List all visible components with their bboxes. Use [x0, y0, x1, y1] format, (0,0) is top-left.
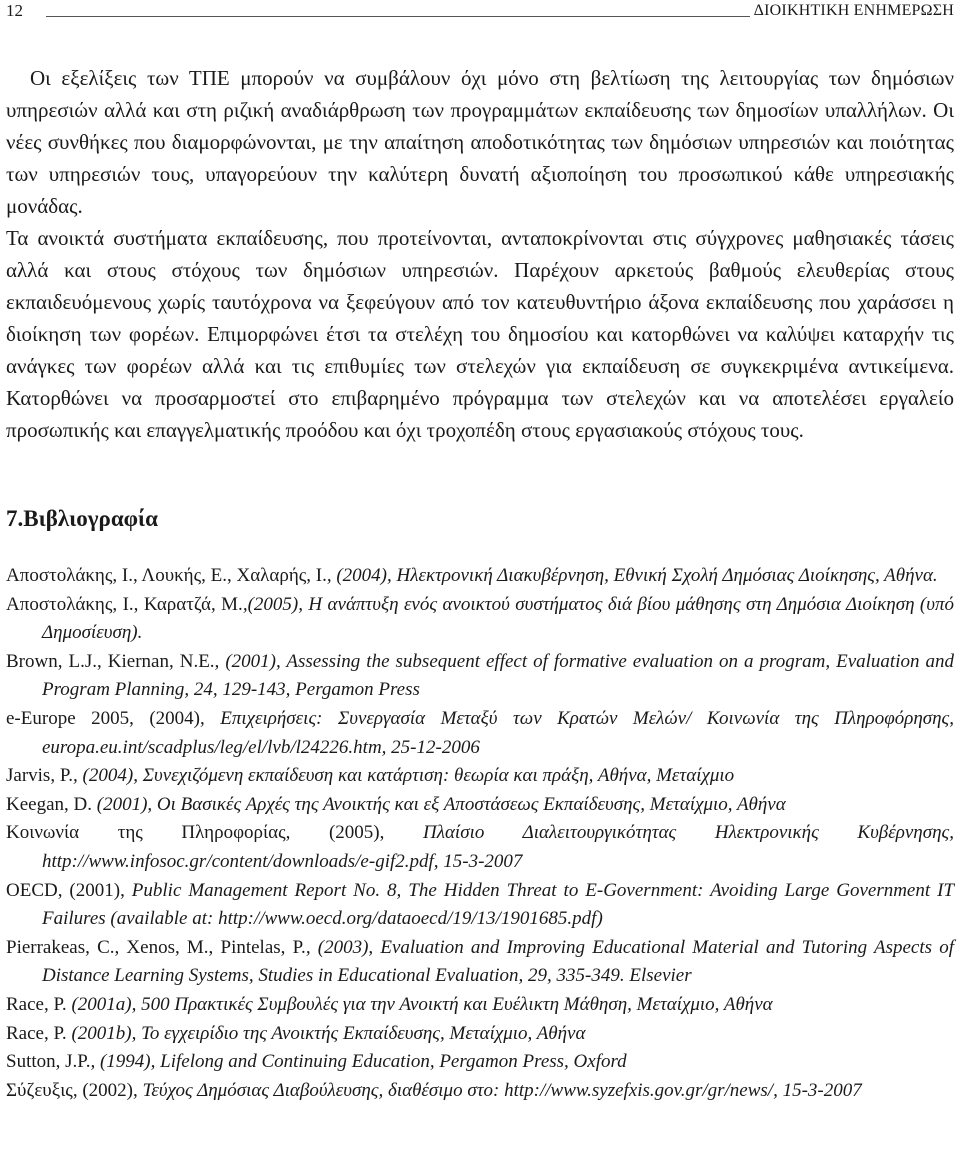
reference-authors: Αποστολάκης, Ι., Καρατζά, Μ. — [6, 593, 243, 615]
reference-details: Public Management Report No. 8, The Hidden Threat to E-Government: Avoiding Large Government IT Failures (available at: http://www.oecd.org/dataoecd/19/13/1901685.pdf) — [42, 879, 954, 930]
reference-authors: Keegan, D. — [6, 793, 92, 815]
reference-entry — [6, 1020, 954, 1049]
reference-authors: Brown, L.J., Kiernan, N.E. — [6, 650, 215, 672]
reference-list — [6, 562, 954, 1105]
reference-authors: Jarvis, P. — [6, 765, 74, 787]
reference-details: , (2003), Evaluation and Improving Educational Material and Tutoring Aspects of Distance Learning Systems, Studies in Educational Evaluation, 29, 335-349. Elsevier — [42, 936, 954, 987]
paragraph: Οι εξελίξεις των ΤΠΕ μπορούν να συμβάλουν όχι μόνο στη βελτίωση της λειτουργίας των δημόσιων υπηρεσιών αλλά και στη ριζική αναδιάρθρωση των προγραμμάτων εκπαίδευσης των δημοσίων υπαλλήλων. Οι νέες συνθήκες που διαμορφώνονται, με την απαίτηση αποδοτικότητας των δημόσιων υπηρεσιών και ποιότητας των υπηρεσιών τους, υπαγορεύουν την καλύτερη δυνατή αξιοποίηση του προσωπικού κάθε υπηρεσιακής μονάδας. — [6, 66, 954, 218]
page-header — [6, 0, 954, 24]
reference-entry — [6, 562, 954, 591]
reference-details: (2001), Οι Βασικές Αρχές της Ανοικτής και εξ Αποστάσεως Εκπαίδευσης, Μεταίχμιο, Αθήνα — [92, 793, 786, 815]
reference-details: ,(2005), Η ανάπτυξη ενός ανοικτού συστήματος διά βίου μάθησης στη Δημόσια Διοίκηση (υπό Δημοσίευση). — [42, 593, 954, 644]
reference-details: , (2001), Assessing the subsequent effect of formative evaluation on a program, Evaluation and Program Planning, 24, 129-143, Pergamon Press — [42, 650, 954, 701]
reference-entry — [6, 648, 954, 705]
reference-entry — [6, 705, 954, 762]
reference-entry — [6, 934, 954, 991]
reference-authors: Σύζευξις, (2002), — [6, 1079, 138, 1101]
reference-entry — [6, 1048, 954, 1077]
running-title — [750, 0, 954, 22]
reference-details: Τεύχος Δημόσιας Διαβούλευσης, διαθέσιμο στο: http://www.syzefxis.gov.gr/gr/news/, 15-3-2007 — [137, 1079, 862, 1101]
reference-details: Πλαίσιο Διαλειτουργικότητας Ηλεκτρονικής Κυβέρνησης, http://www.infosoc.gr/content/downloads/e-gif2.pdf, 15-3-2007 — [42, 822, 954, 872]
reference-details: , (2004), Συνεχιζόμενη εκπαίδευση και κατάρτιση: θεωρία και πράξη, Αθήνα, Μεταίχμιο — [73, 765, 735, 787]
reference-authors: Sutton, J.P. — [6, 1051, 91, 1073]
reference-details: (2001a), 500 Πρακτικές Συμβουλές για την Ανοικτή και Ευέλικτη Μάθηση, Μεταίχμιο, Αθήνα — [66, 993, 773, 1015]
reference-authors: OECD, (2001), — [6, 879, 125, 901]
running-title-text: ΔΙΟΙΚΗΤΙΚΗ ΕΝΗΜΕΡΩΣΗ — [750, 2, 954, 19]
reference-entry — [6, 762, 954, 791]
reference-authors: Race, P. — [6, 1022, 67, 1044]
reference-entry — [6, 1077, 954, 1106]
reference-authors: Αποστολάκης, Ι., Λουκής, Ε., Χαλαρής, Ι. — [6, 565, 327, 586]
reference-entry — [6, 791, 954, 820]
paragraph: Τα ανοικτά συστήματα εκπαίδευσης, που προτείνονται, ανταποκρίνονται στις σύγχρονες μαθησιακές τάσεις αλλά και στους στόχους των δημόσιων υπηρεσιών. Παρέχουν αρκετούς βαθμούς ελευθερίας στους εκπαιδευόμενους χωρίς ταυτόχρονα να ξεφεύγουν από τον κατευθυντήριο άξονα εκπαίδευσης που χαράσσει η διοίκηση των φορέων. Επιμορφώνει έτσι τα στελέχη του δημοσίου και κατορθώνει να καλύψει καταρχήν τις ανάγκες των φορέων αλλά και τις επιθυμίες των στελεχών για εκπαίδευση σε συγκεκριμένα αντικείμενα. Κατορθώνει να προσαρμοστεί στο επιβαρημένο πρόγραμμα των στελεχών και να αποτελέσει εργαλείο προσωπικής και επαγγελματικής προόδου και όχι τροχοπέδη στους εργασιακούς στόχους τους. — [6, 226, 954, 442]
reference-authors: Κοινωνία της Πληροφορίας, (2005), — [6, 822, 385, 844]
reference-authors: Race, P. — [6, 993, 67, 1015]
body-text — [6, 62, 954, 446]
reference-entry — [6, 991, 954, 1020]
reference-details: , (2004), Ηλεκτρονική Διακυβέρνηση, Εθνική Σχολή Δημόσιας Διοίκησης, Αθήνα. — [326, 565, 938, 586]
reference-entry — [6, 591, 954, 648]
reference-authors: e-Europe 2005, (2004), — [6, 707, 205, 729]
section-title: 7.Βιβλιογραφία — [6, 506, 158, 531]
page-number: 12 — [6, 1, 23, 20]
reference-authors: Pierrakeas, C., Xenos, M., Pintelas, P. — [6, 936, 306, 958]
reference-entry — [6, 819, 954, 876]
reference-entry — [6, 877, 954, 934]
reference-details: (2001b), Το εγχειρίδιο της Ανοικτής Εκπαίδευσης, Μεταίχμιο, Αθήνα — [66, 1022, 586, 1044]
reference-details: , (1994), Lifelong and Continuing Education, Pergamon Press, Oxford — [90, 1051, 627, 1073]
reference-details: Επιχειρήσεις: Συνεργασία Μεταξύ των Κρατών Μελών/ Κοινωνία της Πληροφόρησης, europa.eu.int/scadplus/leg/el/lvb/l24226.htm, 25-12-2006 — [42, 707, 955, 758]
